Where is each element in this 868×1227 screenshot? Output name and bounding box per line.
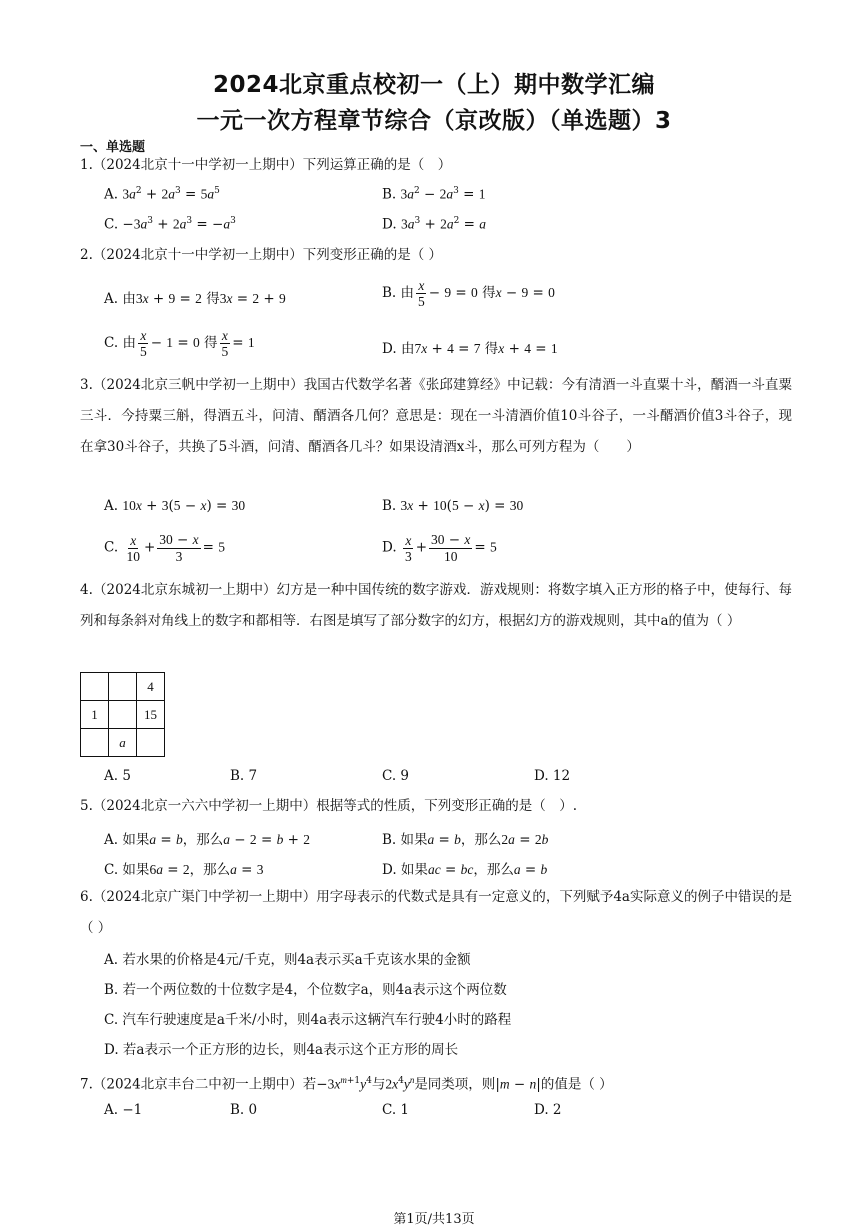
q3-option-d[interactable]: D. $\frac{x}{3}$ + $\frac{30 - x}{10}$ = 5 (382, 532, 497, 564)
q3-option-c[interactable]: C. $\frac{x}{10}$ + $\frac{30 - x}{3}$ = 5 (104, 532, 226, 564)
q2-option-a[interactable]: A. 由3x + 9 = 2 得3x = 2 + 9 (104, 291, 286, 307)
grid-cell: 4 (137, 673, 165, 701)
q1-option-a[interactable]: A. $3a^2 + 2a^3 = 5a^5$ (104, 186, 220, 203)
q1-option-b[interactable]: B. $3a^2 - 2a^3 = 1$ (382, 186, 486, 203)
question-6-stem: 6.（2024北京广渠门中学初一上期中）用字母表示的代数式是具有一定意义的，下列赋予4a实际意义的例子中错误的是（ ） (80, 889, 792, 936)
question-3-stem: 3.（2024北京三帆中学初一上期中）我国古代数学名著《张邱建算经》中记载：今有清酒一斗直粟十斗，醑酒一斗直粟三斗．今持粟三斛，得酒五斗，问清、醑酒各几何？意思是：现在一斗清酒价值10斗谷子，一斗醑酒价值3斗谷子，现在拿30斗谷子，共换了5斗酒，问清、醑酒各几斗？如果设清酒x斗，那么可列方程为（ ） (80, 377, 792, 455)
q1-option-c[interactable]: C. $-3a^3 + 2a^3 = -a^3$ (104, 216, 236, 233)
q7-option-d[interactable]: D. 2 (534, 1102, 562, 1118)
grid-cell (81, 673, 109, 701)
q6-option-b[interactable]: B. 若一个两位数的十位数字是4，个位数字a，则4a表示这个两位数 (104, 982, 507, 998)
question-4-stem: 4.（2024北京东城初一上期中）幻方是一种中国传统的数字游戏．游戏规则：将数字填入正方形的格子中，使每行、每列和每条斜对角线上的数字和都相等．右图是填写了部分数字的幻方，根据幻方的游戏规则，其中a的值为（ ） (80, 582, 792, 629)
q6-option-c[interactable]: C. 汽车行驶速度是a千米/小时，则4a表示这辆汽车行驶4小时的路程 (104, 1012, 512, 1028)
q5-option-a[interactable]: A. 如果a = b，那么a − 2 = b + 2 (104, 832, 310, 848)
q4-option-a[interactable]: A. 5 (104, 768, 131, 784)
q5-option-c[interactable]: C. 如果6a = 2，那么a = 3 (104, 862, 264, 878)
q1-option-d[interactable]: D. $3a^3 + 2a^2 = a$ (382, 216, 486, 233)
page-footer: 第1页/共13页 (393, 1212, 475, 1227)
q2-option-c[interactable]: C. 由 $\frac{x}{5}$ − 1 = 0 得 $\frac{x}{5}$ = 1 (104, 328, 255, 359)
grid-cell: 1 (81, 701, 109, 729)
question-1-stem: 1.（2024北京十一中学初一上期中）下列运算正确的是（ ） (80, 157, 452, 173)
grid-cell (137, 729, 165, 757)
q3-option-b[interactable]: B. 3x + 10(5 − x) = 30 (382, 498, 524, 514)
q4-option-d[interactable]: D. 12 (534, 768, 571, 784)
question-5-stem: 5.（2024北京一六六中学初一上期中）根据等式的性质，下列变形正确的是（ ）. (80, 798, 578, 814)
q7-option-c[interactable]: C. 1 (382, 1102, 410, 1118)
q2-option-d[interactable]: D. 由7x + 4 = 7 得x + 4 = 1 (382, 341, 558, 357)
title-line-1: 2024北京重点校初一（上）期中数学汇编 (212, 72, 655, 98)
grid-cell (109, 701, 137, 729)
q3-option-a[interactable]: A. 10x + 3(5 − x) = 30 (104, 498, 246, 514)
question-7-stem: 7.（2024北京丰台二中初一上期中）若$-3x^{m+1}y^4$与$2x^4y^n$是同类项，则|m − n|的值是（ ） (80, 1075, 613, 1093)
grid-cell-a: a (109, 729, 137, 757)
q5-option-b[interactable]: B. 如果a = b，那么2a = 2b (382, 832, 549, 848)
grid-cell: 15 (137, 701, 165, 729)
grid-cell (109, 673, 137, 701)
question-2-stem: 2.（2024北京十一中学初一上期中）下列变形正确的是（ ） (80, 247, 443, 263)
q7-option-a[interactable]: A. −1 (104, 1102, 143, 1118)
q7-option-b[interactable]: B. 0 (230, 1102, 258, 1118)
section-heading: 一、单选题 (80, 140, 146, 155)
q4-option-b[interactable]: B. 7 (230, 768, 258, 784)
q5-option-d[interactable]: D. 如果ac = bc，那么a = b (382, 862, 548, 878)
title-line-2: 一元一次方程章节综合（京改版）（单选题）3 (196, 108, 672, 134)
q6-option-a[interactable]: A. 若水果的价格是4元/千克，则4a表示买a千克该水果的金额 (104, 952, 471, 968)
q4-option-c[interactable]: C. 9 (382, 768, 410, 784)
q6-option-d[interactable]: D. 若a表示一个正方形的边长，则4a表示这个正方形的周长 (104, 1042, 459, 1058)
q2-option-b[interactable]: B. 由 $\frac{x}{5}$ − 9 = 0 得x − 9 = 0 (382, 278, 555, 309)
magic-square-grid (80, 672, 165, 757)
grid-cell (81, 729, 109, 757)
